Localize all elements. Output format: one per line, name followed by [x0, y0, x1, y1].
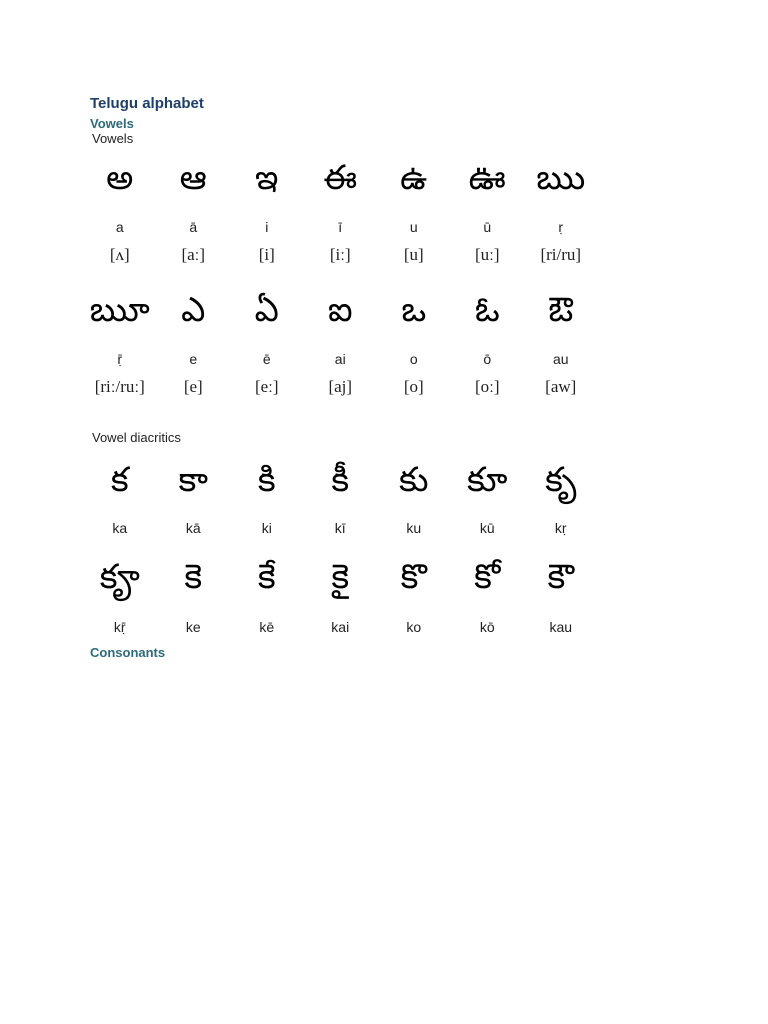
consonants-heading: Consonants [90, 645, 166, 660]
vowel-glyph: ఒ [401, 290, 427, 330]
vowel-ipa: [ri/ru] [540, 245, 582, 264]
vowel-ipa: [i] [258, 245, 275, 264]
diacritics-caption: Vowel diacritics [92, 430, 181, 445]
vowel-glyph: ఇ [255, 158, 279, 198]
vowel-translit: ō [483, 351, 492, 367]
vowel-translit: i [265, 219, 269, 235]
diacritic-translit: ka [112, 520, 128, 536]
diacritic-glyph: కొ [400, 557, 427, 597]
vowel-glyph: ఔ [548, 290, 574, 330]
vowel-translit: ṝ [117, 351, 123, 367]
diacritic-glyph: కి [257, 460, 276, 500]
vowel-translit: e [189, 351, 198, 367]
vowel-ipa: [aw] [545, 377, 577, 396]
vowel-translit: au [552, 351, 569, 367]
vowel-glyph: ఋ [536, 158, 586, 198]
diacritic-translit: ku [406, 520, 422, 536]
diacritic-glyph: క [110, 460, 129, 500]
vowel-translit: ā [189, 219, 198, 235]
vowel-translit-row-1 [83, 218, 598, 236]
vowel-translit: ē [262, 351, 271, 367]
diacritic-glyph: కౄ [99, 557, 140, 597]
diacritic-glyph: కృ [545, 460, 577, 500]
vowel-ipa-row-2 [83, 377, 598, 397]
diacritic-translit-row-2 [83, 618, 598, 636]
vowel-glyph: ఈ [323, 158, 358, 198]
diacritic-translit: kṝ [113, 619, 126, 635]
diacritic-glyph: కె [184, 557, 203, 597]
diacritic-glyph: కౌ [547, 557, 575, 597]
vowel-translit: ai [334, 351, 346, 367]
vowel-ipa: [ʌ] [109, 245, 130, 264]
diacritic-translit: kṛ [554, 520, 567, 536]
vowel-ipa: [o] [403, 377, 424, 396]
diacritic-glyph-row-1 [83, 460, 598, 500]
vowel-ipa: [aː] [181, 245, 206, 264]
diacritic-translit: ke [185, 619, 201, 635]
diacritic-translit: kau [549, 619, 573, 635]
diacritic-glyph: కే [257, 557, 276, 597]
diacritic-translit: ko [406, 619, 422, 635]
diacritic-glyph: కీ [331, 460, 350, 500]
vowel-ipa: [riː/ruː] [94, 377, 145, 396]
vowel-ipa: [uː] [474, 245, 500, 264]
vowel-glyph: ఆ [179, 158, 207, 198]
diacritic-glyph: కూ [467, 460, 508, 500]
vowel-glyph: ఎ [181, 290, 206, 330]
diacritic-translit: ki [261, 520, 272, 536]
vowel-translit: ī [338, 219, 343, 235]
diacritic-glyph: కై [331, 557, 350, 597]
vowel-ipa: [iː] [329, 245, 351, 264]
vowel-glyph: ౠ [89, 290, 150, 330]
vowel-glyph: ఉ [400, 158, 428, 198]
diacritic-glyph: కో [474, 557, 501, 597]
vowel-ipa: [u] [403, 245, 424, 264]
vowel-translit: a [115, 219, 124, 235]
vowel-glyph-row-1 [83, 158, 598, 198]
page-title: Telugu alphabet [90, 95, 204, 112]
vowel-translit: ṛ [558, 219, 564, 235]
vowel-translit-row-2 [83, 350, 598, 368]
vowel-glyph: ఐ [327, 290, 353, 330]
diacritic-glyph: కు [398, 460, 429, 500]
vowel-glyph: ఏ [254, 290, 279, 330]
vowel-translit: u [409, 219, 418, 235]
diacritic-translit: kō [479, 619, 495, 635]
vowels-heading: Vowels [90, 116, 134, 131]
diacritic-glyph-row-2 [83, 557, 598, 597]
diacritic-translit: kā [185, 520, 201, 536]
vowel-ipa-row-1 [83, 245, 598, 265]
diacritic-translit-row-1 [83, 519, 598, 537]
diacritic-translit: kū [479, 520, 495, 536]
vowel-glyph: ఓ [474, 290, 500, 330]
vowel-ipa: [e] [183, 377, 203, 396]
vowel-glyph-row-2 [83, 290, 598, 330]
vowel-ipa: [aj] [328, 377, 353, 396]
diacritic-glyph: కా [178, 460, 208, 500]
diacritic-translit: kī [334, 520, 346, 536]
diacritic-translit: kē [259, 619, 275, 635]
vowel-glyph: ఊ [468, 158, 506, 198]
vowel-ipa: [oː] [474, 377, 500, 396]
vowel-ipa: [eː] [254, 377, 279, 396]
vowel-translit: o [409, 351, 418, 367]
vowel-translit: ū [483, 219, 492, 235]
vowel-glyph: అ [106, 158, 134, 198]
diacritic-translit: kai [331, 619, 350, 635]
vowels-caption: Vowels [92, 131, 134, 146]
